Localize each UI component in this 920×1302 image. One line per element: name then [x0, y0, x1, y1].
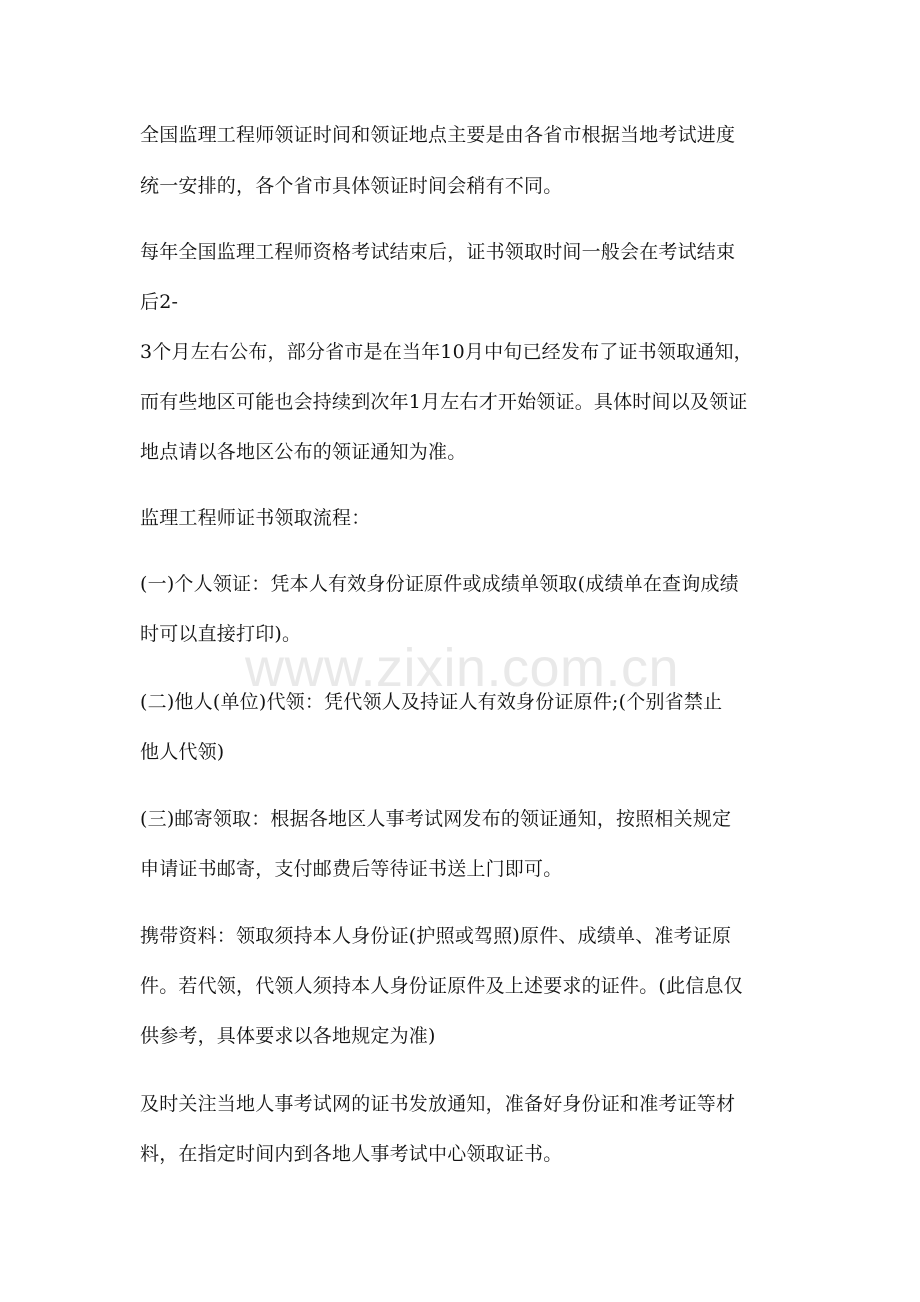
paragraph-4-line-1: (一)个人领证：凭本人有效身份证原件或成绩单领取(成绩单在查询成绩 — [140, 573, 739, 595]
paragraph-5-line-1: (二)他人(单位)代领：凭代领人及持证人有效身份证原件;(个别省禁止 — [140, 691, 723, 713]
paragraph-8-line-1: 及时关注当地人事考试网的证书发放通知，准备好身份证和准考证等材 — [140, 1093, 736, 1115]
paragraph-7-line-3: 供参考，具体要求以各地规定为准) — [140, 1025, 436, 1047]
paragraph-2-line-5: 地点请以各地区公布的领证通知为准。 — [140, 441, 467, 463]
paragraph-5-line-2: 他人代领) — [140, 741, 225, 763]
paragraph-2-line-3: 3个月左右公布，部分省市是在当年10月中旬已经发布了证书领取通知， — [140, 341, 753, 363]
paragraph-6-line-2: 申请证书邮寄，支付邮费后等待证书送上门即可。 — [140, 858, 563, 880]
paragraph-2-line-1: 每年全国监理工程师资格考试结束后，证书领取时间一般会在考试结束 — [140, 241, 736, 263]
paragraph-2-line-4: 而有些地区可能也会持续到次年1月左右才开始领证。具体时间以及领证 — [140, 391, 748, 413]
watermark: www.zixin.com.cn — [244, 638, 680, 698]
paragraph-8-line-2: 料，在指定时间内到各地人事考试中心领取证书。 — [140, 1143, 563, 1165]
paragraph-1-line-2: 统一安排的，各个省市具体领证时间会稍有不同。 — [140, 175, 563, 197]
paragraph-6-line-1: (三)邮寄领取：根据各地区人事考试网发布的领证通知，按照相关规定 — [140, 808, 732, 830]
paragraph-2-line-2: 后2- — [140, 291, 179, 313]
paragraph-3-line-1: 监理工程师证书领取流程： — [140, 507, 371, 529]
paragraph-4-line-2: 时可以直接打印)。 — [140, 623, 302, 645]
paragraph-7-line-1: 携带资料：领取须持本人身份证(护照或驾照)原件、成绩单、准考证原 — [140, 925, 732, 947]
paragraph-7-line-2: 件。若代领，代领人须持本人身份证原件及上述要求的证件。(此信息仅 — [140, 975, 743, 997]
paragraph-1-line-1: 全国监理工程师领证时间和领证地点主要是由各省市根据当地考试进度 — [140, 124, 736, 146]
